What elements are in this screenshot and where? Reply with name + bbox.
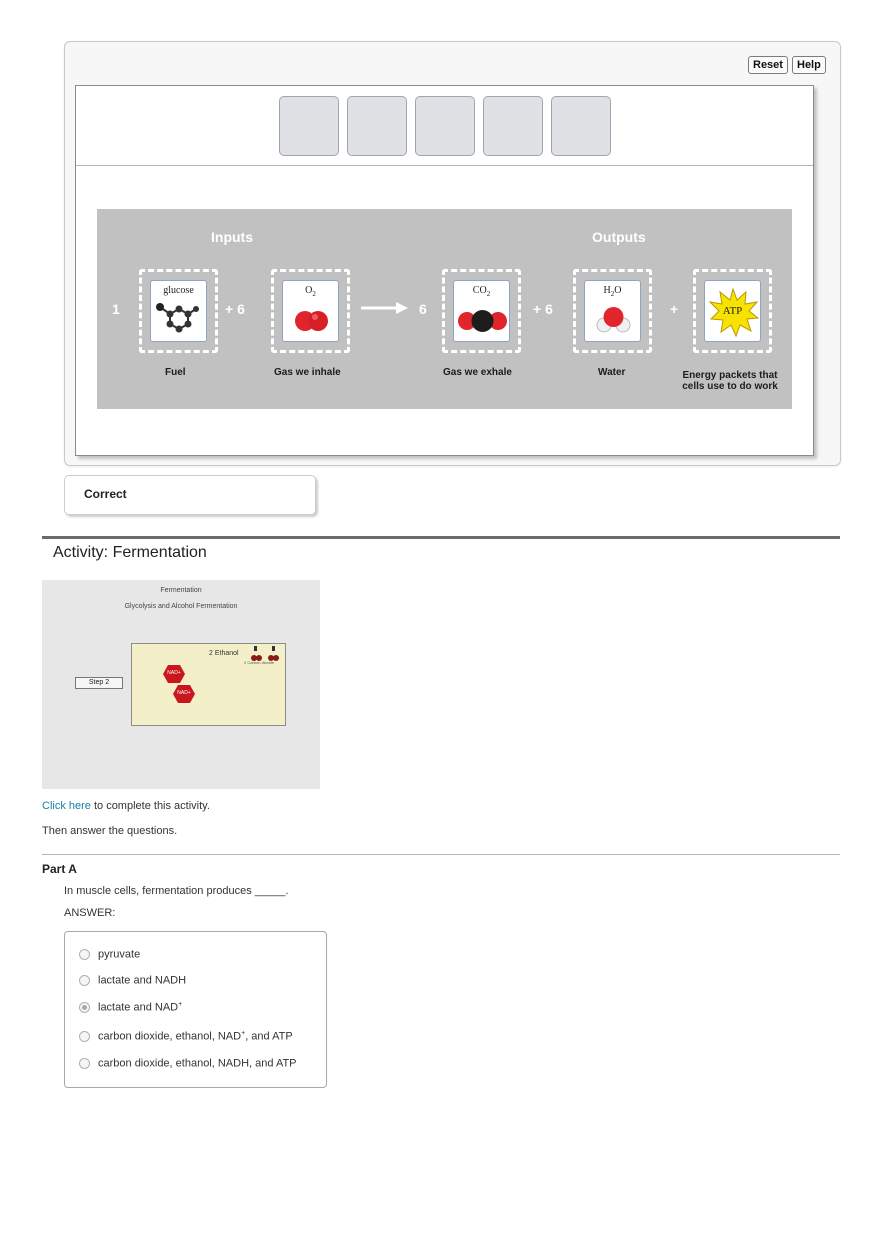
label-bank	[76, 86, 813, 166]
plus-coefficient: + 6	[225, 301, 245, 317]
carbon-dioxide-card[interactable]	[453, 280, 510, 342]
nad-label: NAD+	[167, 670, 181, 676]
ethanol-label: 2 Ethanol	[209, 650, 239, 657]
section-title: Activity: Fermentation	[53, 544, 207, 561]
caption-water: Water	[598, 367, 626, 378]
atp-card[interactable]	[704, 280, 761, 342]
caption-energy: Energy packets that cells use to do work	[682, 370, 778, 392]
drop-zone-water[interactable]	[573, 269, 652, 353]
option-label: carbon dioxide, ethanol, NADH, and ATP	[98, 1057, 297, 1070]
option-lactate-nadh[interactable]	[79, 972, 186, 988]
caption-gas-exhale: Gas we exhale	[443, 367, 512, 378]
thumbnail-title: Fermentation	[160, 587, 202, 594]
help-button[interactable]: Help	[792, 56, 826, 74]
bank-slot[interactable]	[347, 96, 407, 156]
respiration-diagram	[97, 209, 792, 409]
drop-zone-gas-inhale[interactable]	[271, 269, 350, 353]
question-text: In muscle cells, fermentation produces _____.	[64, 885, 289, 897]
drop-zone-energy[interactable]	[693, 269, 772, 353]
water-label: $H_2O$	[603, 285, 622, 298]
outputs-heading: Outputs	[592, 229, 646, 245]
feedback-text: Correct	[84, 487, 127, 501]
option-co2-ethanol-nad-atp[interactable]	[79, 1028, 293, 1044]
carbon-dioxide-label: $CO_2$	[472, 285, 491, 298]
plus-coefficient: + 6	[533, 301, 553, 317]
option-pyruvate[interactable]	[79, 946, 140, 962]
instruction-text: Then answer the questions.	[42, 825, 178, 837]
drop-zone-gas-exhale[interactable]	[442, 269, 521, 353]
glucose-label: glucose	[163, 285, 194, 296]
bank-slot[interactable]	[551, 96, 611, 156]
activity-link-line	[42, 800, 210, 812]
nad-label: NAD+	[177, 690, 191, 696]
answer-options	[64, 931, 327, 1088]
coefficient-co2: 6	[419, 301, 427, 317]
fermentation-stage	[131, 643, 286, 726]
part-a-title: Part A	[42, 862, 77, 876]
radio-button[interactable]	[79, 975, 90, 986]
click-here-link[interactable]: Click here	[42, 800, 91, 812]
option-label: pyruvate	[98, 948, 141, 961]
drop-zone-fuel[interactable]	[139, 269, 218, 353]
section-divider	[42, 536, 840, 539]
option-label: lactate and NADH	[98, 974, 187, 987]
water-card[interactable]	[584, 280, 641, 342]
oxygen-card[interactable]	[282, 280, 339, 342]
link-rest-text: to complete this activity.	[90, 800, 210, 812]
atp-label: ATP	[722, 305, 743, 317]
reset-button[interactable]: Reset	[748, 56, 788, 74]
bank-slot[interactable]	[415, 96, 475, 156]
thumbnail-subtitle: Glycolysis and Alcohol Fermentation	[124, 603, 238, 610]
arrow-right-icon	[360, 300, 410, 316]
glucose-card[interactable]	[150, 280, 207, 342]
inputs-heading: Inputs	[211, 229, 253, 245]
oxygen-label: $O_2$	[305, 285, 316, 298]
option-lactate-nad-plus[interactable]	[79, 999, 182, 1015]
part-divider	[42, 854, 840, 855]
glucose-molecule-icon	[151, 281, 208, 343]
water-molecule-icon	[585, 281, 642, 343]
fermentation-thumbnail[interactable]	[42, 580, 320, 789]
activity-panel	[64, 41, 841, 466]
carbon-dioxide-label: 2 Carbon dioxide	[244, 660, 275, 665]
work-area	[75, 85, 814, 456]
carbon-dioxide-molecule-icon	[454, 281, 511, 343]
caption-gas-inhale: Gas we inhale	[274, 367, 341, 378]
option-co2-ethanol-nadh-atp[interactable]	[79, 1055, 297, 1071]
bank-slot[interactable]	[483, 96, 543, 156]
plus-sign: +	[670, 301, 679, 317]
radio-button[interactable]	[79, 1031, 90, 1042]
step-button: Step 2	[75, 677, 123, 689]
radio-button-selected[interactable]	[79, 1002, 90, 1013]
feedback-box	[64, 475, 316, 515]
option-label: carbon dioxide, ethanol, NAD+, and ATP	[98, 1029, 293, 1043]
bank-slot[interactable]	[279, 96, 339, 156]
answer-label: ANSWER:	[64, 907, 116, 919]
option-label: lactate and NAD+	[98, 1000, 183, 1014]
radio-button[interactable]	[79, 949, 90, 960]
caption-fuel: Fuel	[165, 367, 186, 378]
oxygen-molecule-icon	[283, 281, 340, 343]
coefficient-fuel: 1	[112, 301, 120, 317]
radio-button[interactable]	[79, 1058, 90, 1069]
